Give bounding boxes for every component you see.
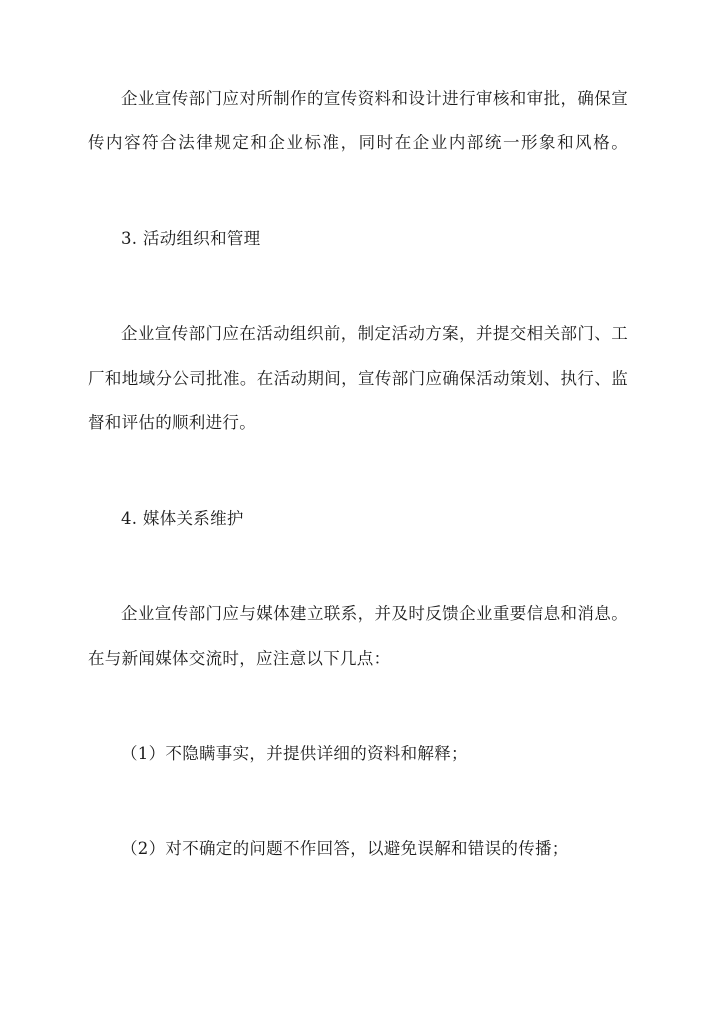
section-heading-4: 4. 媒体关系维护: [121, 509, 244, 528]
paragraph-2-line-1: 企业宣传部门应在活动组织前，制定活动方案，并提交相关部门、工: [121, 324, 628, 343]
list-item-1: （1）不隐瞒事实，并提供详细的资料和解释；: [121, 744, 468, 763]
paragraph-3-line-1: 企业宣传部门应与媒体建立联系，并及时反馈企业重要信息和消息。: [121, 604, 628, 623]
paragraph-3-line-2: 在与新闻媒体交流时，应注意以下几点：: [88, 649, 391, 668]
list-item-2: （2）对不确定的问题不作回答，以避免误解和错误的传播；: [121, 839, 569, 858]
paragraph-2-line-2: 厂和地域分公司批准。在活动期间，宣传部门应确保活动策划、执行、监: [88, 369, 628, 388]
paragraph-2-line-3: 督和评估的顺利进行。: [88, 413, 256, 432]
paragraph-1-line-2: 传内容符合法律规定和企业标准，同时在企业内部统一形象和风格。: [88, 133, 628, 152]
paragraph-1-line-1: 企业宣传部门应对所制作的宣传资料和设计进行审核和审批，确保宣: [121, 89, 628, 108]
section-heading-3: 3. 活动组织和管理: [121, 229, 261, 248]
